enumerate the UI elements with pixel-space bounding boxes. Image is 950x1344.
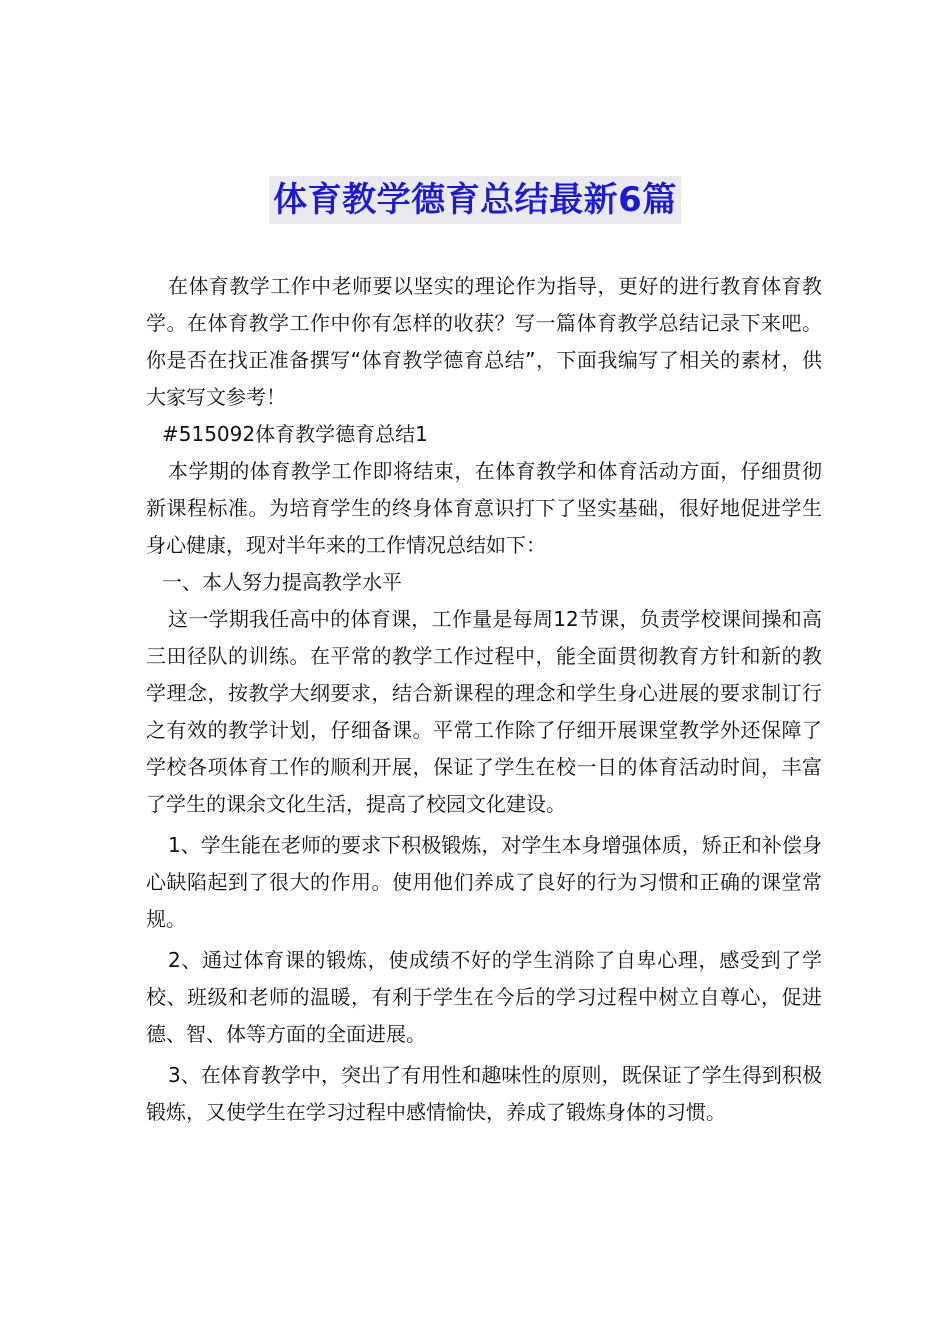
list-item-1: 1、学生能在老师的要求下积极锻炼，对学生本身增强体质，矫正和补偿身心缺陷起到了很大的作用。使用他们养成了良好的行为习惯和正确的课堂常规。 <box>146 833 822 931</box>
section-heading-1: 一、本人努力提高教学水平 <box>162 570 402 594</box>
section-number-heading: #515092体育教学德育总结1 <box>162 422 428 446</box>
summary-paragraph: 本学期的体育教学工作即将结束，在体育教学和体育活动方面，仔细贯彻新课程标准。为培育学生的终身体育意识打下了坚实基础，很好地促进学生身心健康，现对半年来的工作情况总结如下： <box>146 459 822 557</box>
intro-paragraph: 在体育教学工作中老师要以坚实的理论作为指导，更好的进行教育体育教学。在体育教学工作中你有怎样的收获？写一篇体育教学总结记录下来吧。你是否在找正准备撰写“体育教学德育总结”，下面我编写了相关的素材，供大家写文参考！ <box>146 274 822 409</box>
list-item-2: 2、通过体育课的锻炼，使成绩不好的学生消除了自卑心理，感受到了学校、班级和老师的温暖，有利于学生在今后的学习过程中树立自尊心，促进德、智、体等方面的全面进展。 <box>146 948 822 1046</box>
document-body <box>146 268 822 1131</box>
work-paragraph: 这一学期我任高中的体育课，工作量是每周12节课，负责学校课间操和高三田径队的训练。在平常的教学工作过程中，能全面贯彻教育方针和新的教学理念，按教学大纲要求，结合新课程的理念和学生身心进展的要求制订行之有效的教学计划，仔细备课。平常工作除了仔细开展课堂教学外还保障了学校各项体育工作的顺利开展，保证了学生在校一日的体育活动时间，丰富了学生的课余文化生活，提高了校园文化建设。 <box>146 607 822 816</box>
document-title: 体育教学德育总结最新6篇 <box>269 176 681 224</box>
title-container <box>0 176 950 224</box>
list-item-3: 3、在体育教学中，突出了有用性和趣味性的原则，既保证了学生得到积极锻炼，又使学生在学习过程中感情愉快，养成了锻炼身体的习惯。 <box>146 1063 822 1124</box>
